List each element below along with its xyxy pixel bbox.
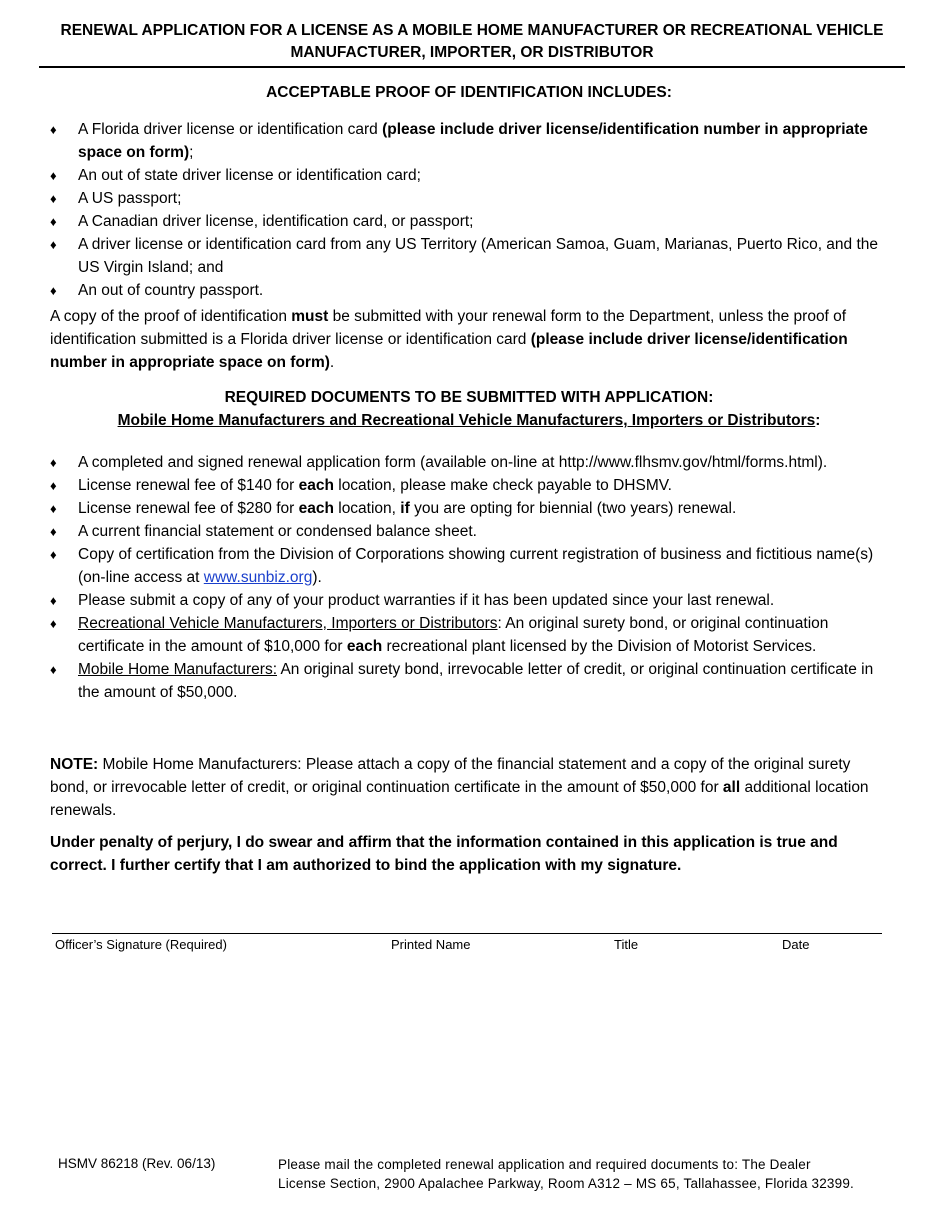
printed-name-label: Printed Name: [391, 937, 471, 952]
list-item: ♦ A driver license or identification card from any US Territory (American Samoa, Guam, Marianas, Puerto Rico, and the US Virgin Island; and: [50, 233, 890, 279]
diamond-bullet-icon: ♦: [50, 191, 57, 206]
identification-heading: ACCEPTABLE PROOF OF IDENTIFICATION INCLUDES:: [266, 84, 672, 101]
list-item: ♦ Mobile Home Manufacturers: An original surety bond, irrevocable letter of credit, or original continuation certificate in the amount of $50,000.: [50, 658, 890, 704]
required-docs-heading: REQUIRED DOCUMENTS TO BE SUBMITTED WITH APPLICATION:: [224, 389, 714, 406]
title-line-2: MANUFACTURER, IMPORTER, OR DISTRIBUTOR: [290, 44, 654, 61]
date-label: Date: [782, 937, 810, 952]
diamond-bullet-icon: ♦: [50, 168, 57, 183]
mailing-line-2: License Section, 2900 Apalachee Parkway, Room A312 – MS 65, Tallahassee, Florida 32399.: [278, 1176, 855, 1191]
diamond-bullet-icon: ♦: [50, 455, 57, 470]
list-item: ♦ A US passport;: [50, 187, 890, 210]
mailing-line-1: Please mail the completed renewal application and required documents to: The Dealer: [278, 1157, 811, 1172]
title-label: Title: [614, 937, 639, 952]
diamond-bullet-icon: ♦: [50, 237, 57, 252]
list-item: ♦ License renewal fee of $280 for each location, if you are opting for biennial (two years) renewal.: [50, 497, 890, 520]
required-docs-list: [50, 451, 890, 704]
diamond-bullet-icon: ♦: [50, 478, 57, 493]
required-docs-subheading: Mobile Home Manufacturers and Recreational Vehicle Manufacturers, Importers or Distributors:: [117, 412, 821, 429]
signature-line: [52, 933, 882, 934]
officer-signature-label: Officer’s Signature (Required): [55, 937, 227, 952]
list-item: ♦ An out of state driver license or identification card;: [50, 164, 890, 187]
list-item: ♦ Please submit a copy of any of your product warranties if it has been updated since your last renewal.: [50, 589, 890, 612]
diamond-bullet-icon: ♦: [50, 547, 57, 562]
diamond-bullet-icon: ♦: [50, 524, 57, 539]
diamond-bullet-icon: ♦: [50, 122, 57, 137]
list-item: ♦ A current financial statement or condensed balance sheet.: [50, 520, 890, 543]
document-title: [40, 20, 904, 64]
identification-list: [50, 118, 890, 302]
diamond-bullet-icon: ♦: [50, 214, 57, 229]
affirmation-statement: Under penalty of perjury, I do swear and affirm that the information contained in this application is true and correct. I further certify that I am authorized to bind the application with my signature.: [50, 834, 838, 874]
title-line-1: RENEWAL APPLICATION FOR A LICENSE AS A MOBILE HOME MANUFACTURER OR RECREATIONAL VEHICLE: [60, 22, 884, 39]
list-item: ♦ A completed and signed renewal application form (available on-line at http://www.flhsmv.gov/html/forms.html).: [50, 451, 890, 474]
list-item: ♦ A Canadian driver license, identification card, or passport;: [50, 210, 890, 233]
diamond-bullet-icon: ♦: [50, 593, 57, 608]
identification-note: A copy of the proof of identification must be submitted with your renewal form to the Department, unless the proof of identification submitted is a Florida driver license or identification card (please include driver license/identification number in appropriate space on form).: [50, 308, 848, 371]
sunbiz-link[interactable]: www.sunbiz.org: [203, 569, 313, 586]
list-item: ♦ A Florida driver license or identification card (please include driver license/identification number in appropriate space on form);: [50, 118, 890, 164]
required-docs-note: NOTE: Mobile Home Manufacturers: Please attach a copy of the financial statement and a copy of the original surety bond, or irrevocable letter of credit, or original continuation certificate in the amount of $50,000 for all additional location renewals.: [50, 756, 869, 819]
diamond-bullet-icon: ♦: [50, 283, 57, 298]
form-id: HSMV 86218 (Rev. 06/13): [58, 1156, 216, 1171]
list-item: ♦ An out of country passport.: [50, 279, 890, 302]
title-divider: [39, 66, 905, 68]
list-item: ♦ Copy of certification from the Division of Corporations showing current registration of business and fictitious name(s) (on-line access at www.sunbiz.org).: [50, 543, 890, 589]
list-item: ♦ Recreational Vehicle Manufacturers, Importers or Distributors: An original surety bond, or original continuation certificate in the amount of $10,000 for each recreational plant licensed by the Division of Motorist Services.: [50, 612, 890, 658]
mailing-instructions: [278, 1155, 898, 1193]
list-item: ♦ License renewal fee of $140 for each location, please make check payable to DHSMV.: [50, 474, 890, 497]
diamond-bullet-icon: ♦: [50, 616, 57, 631]
diamond-bullet-icon: ♦: [50, 662, 57, 677]
diamond-bullet-icon: ♦: [50, 501, 57, 516]
